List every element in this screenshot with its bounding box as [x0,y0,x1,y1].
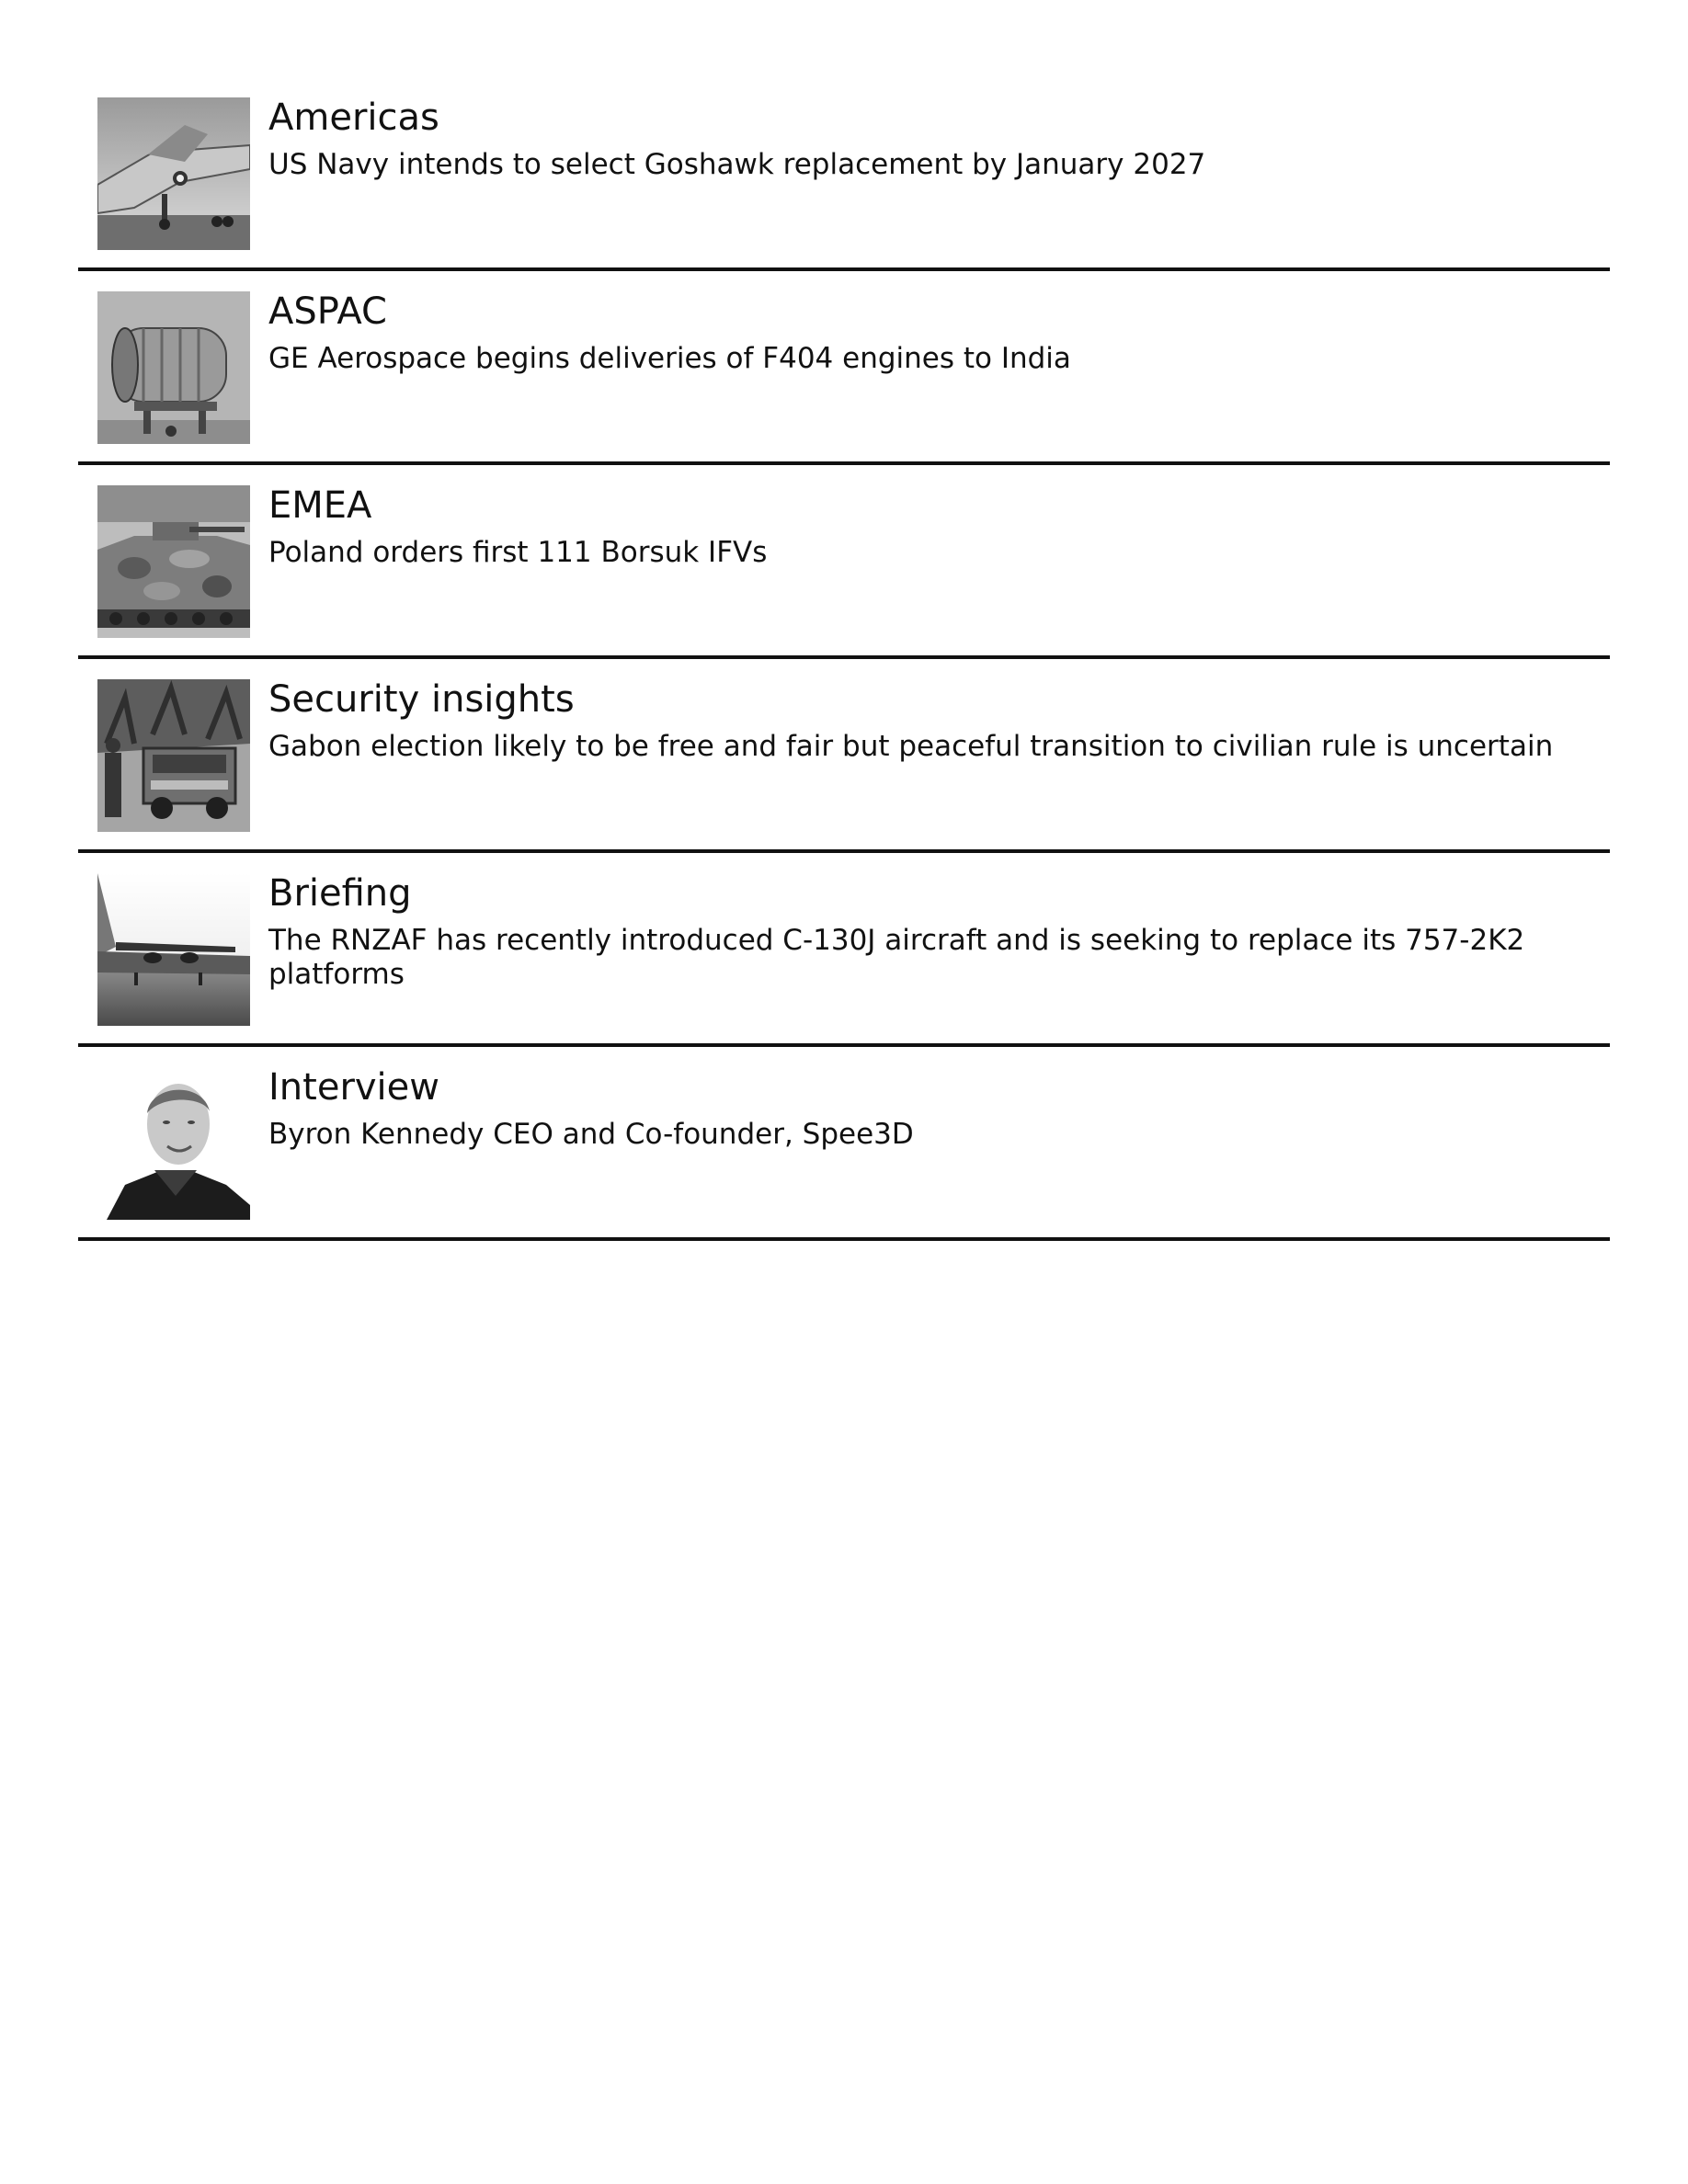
list-item[interactable] [78,289,1610,483]
divider [78,849,1610,853]
article-headline[interactable]: The RNZAF has recently introduced C-130J aircraft and is seeking to replace its 757-2K2 platforms [268,924,1525,991]
article-list [78,95,1610,1258]
divider [78,655,1610,659]
article-headline[interactable]: US Navy intends to select Goshawk replacement by January 2027 [268,148,1206,181]
section-category: Interview [268,1066,439,1109]
divider [78,461,1610,465]
military-jeep-photo[interactable] [97,679,250,832]
list-item[interactable] [78,677,1610,870]
divider [78,267,1610,271]
article-headline[interactable]: Poland orders first 111 Borsuk IFVs [268,536,768,569]
section-category: ASPAC [268,290,387,333]
armored-vehicle-photo[interactable] [97,485,250,638]
section-category: Security insights [268,678,575,721]
article-headline[interactable]: Gabon election likely to be free and fair but peaceful transition to civilian rule is uncertain [268,730,1554,763]
jet-engine-photo[interactable] [97,291,250,444]
section-category: Briefing [268,872,412,915]
jet-aircraft-photo[interactable] [97,97,250,250]
list-item[interactable] [78,483,1610,677]
transport-aircraft-photo[interactable] [97,873,250,1026]
section-category: Americas [268,97,439,139]
article-headline[interactable]: GE Aerospace begins deliveries of F404 engines to India [268,342,1071,375]
list-item[interactable] [78,870,1610,1064]
divider [78,1043,1610,1047]
section-category: EMEA [268,484,372,527]
article-headline[interactable]: Byron Kennedy CEO and Co-founder, Spee3D [268,1118,914,1151]
list-item[interactable] [78,1064,1610,1258]
divider [78,1237,1610,1241]
list-item[interactable] [78,95,1610,289]
portrait-photo[interactable] [97,1067,250,1220]
